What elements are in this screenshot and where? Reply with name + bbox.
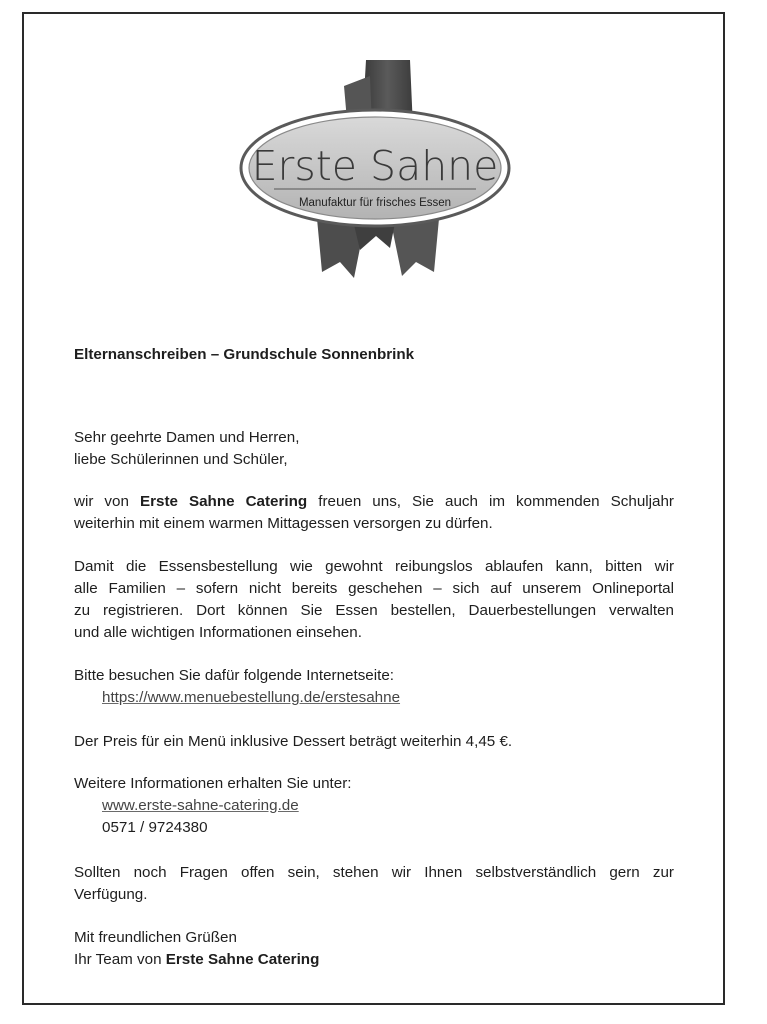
intro-line-1	[74, 491, 674, 513]
company-logo	[238, 58, 513, 283]
registration-line-4: und alle wichtigen Informationen einsehen.	[74, 624, 362, 641]
visit-paragraph	[74, 665, 674, 709]
closing-team-prefix: Ihr Team von	[74, 951, 162, 968]
website-link-wrapper	[74, 795, 674, 817]
logo-tagline: Manufaktur für frisches Essen	[298, 197, 452, 209]
intro-prefix: wir von	[74, 493, 129, 510]
questions-paragraph	[74, 862, 674, 906]
questions-line-1: Sollten noch Fragen offen sein, stehen wir Ihnen selbstverständlich gern zur	[74, 864, 674, 881]
logo-name: Erste Sahne	[251, 142, 499, 190]
closing	[74, 927, 674, 971]
price-text: Der Preis für ein Menü inklusive Dessert beträgt weiterhin 4,45 €.	[74, 733, 513, 750]
portal-link[interactable]: https://www.menuebestellung.de/erstesahne	[102, 689, 401, 706]
registration-line-3: zu registrieren. Dort können Sie Essen bestellen, Dauerbestellungen verwalten	[74, 602, 674, 619]
intro-line-1-rest: freuen uns, Sie auch im kommenden Schuljahr	[318, 493, 674, 510]
website-link[interactable]: www.erste-sahne-catering.de	[102, 797, 299, 814]
registration-line-2: alle Familien – sofern nicht bereits geschehen – sich auf unserem Onlineportal	[74, 580, 674, 597]
intro-line-2: weiterhin mit einem warmen Mittagessen versorgen zu dürfen.	[74, 515, 493, 532]
closing-greeting: Mit freundlichen Grüßen	[74, 929, 237, 946]
salutation	[74, 427, 674, 471]
salutation-line-2: liebe Schülerinnen und Schüler,	[74, 451, 288, 468]
phone-number: 0571 / 9724380	[102, 819, 208, 836]
visit-text: Bitte besuchen Sie dafür folgende Internetseite:	[74, 667, 394, 684]
letter-heading: Elternanschreiben – Grundschule Sonnenbrink	[74, 346, 415, 363]
registration-line-1: Damit die Essensbestellung wie gewohnt reibungslos ablaufen kann, bitten wir	[74, 558, 674, 575]
salutation-line-1: Sehr geehrte Damen und Herren,	[74, 429, 300, 446]
price-paragraph	[74, 731, 674, 753]
more-info-text: Weitere Informationen erhalten Sie unter:	[74, 775, 352, 792]
closing-signature	[74, 949, 674, 971]
intro-paragraph	[74, 491, 674, 535]
questions-line-2: Verfügung.	[74, 886, 148, 903]
closing-company: Erste Sahne Catering	[165, 951, 320, 968]
portal-link-wrapper	[74, 687, 674, 709]
company-name: Erste Sahne Catering	[139, 493, 308, 510]
registration-paragraph	[74, 556, 674, 644]
ribbon-badge-icon	[238, 58, 513, 283]
more-info-paragraph	[74, 773, 674, 839]
